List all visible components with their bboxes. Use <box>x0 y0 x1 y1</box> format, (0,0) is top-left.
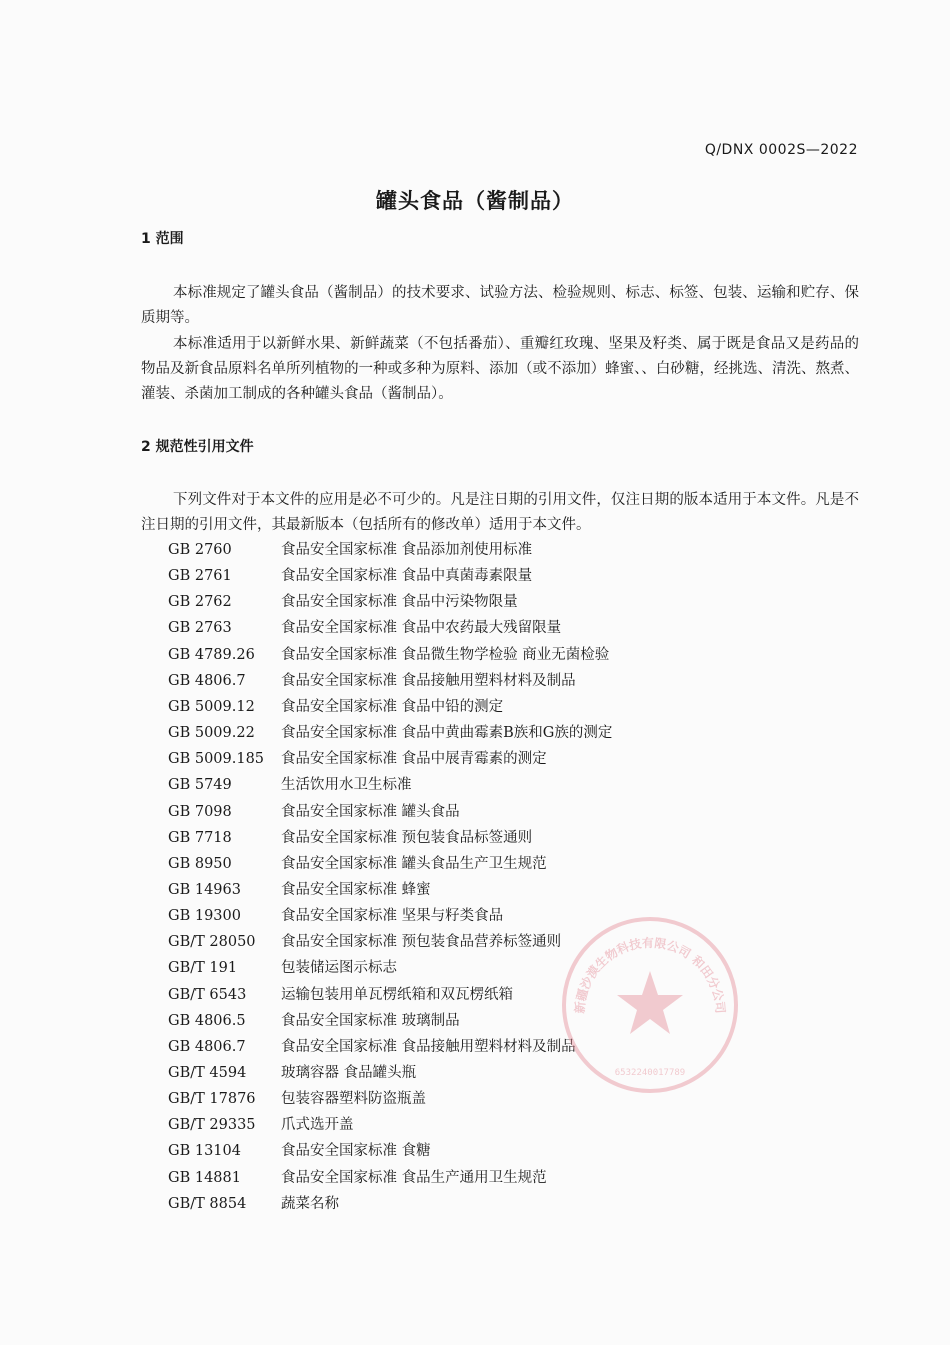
reference-code: GB 4789.26 <box>168 646 255 663</box>
reference-item <box>0 1138 950 1164</box>
reference-title: 食品安全国家标准 食品中农药最大残留限量 <box>281 620 562 637</box>
reference-item <box>0 1034 950 1060</box>
reference-title: 食品安全国家标准 玻璃制品 <box>281 1012 460 1029</box>
reference-code: GB 8950 <box>168 855 232 872</box>
reference-title: 食品安全国家标准 食品中铅的测定 <box>281 698 504 715</box>
reference-item <box>0 1191 950 1217</box>
reference-code: GB 5009.185 <box>168 751 265 768</box>
reference-title: 食品安全国家标准 罐头食品 <box>281 803 460 820</box>
reference-code: GB 2761 <box>168 568 232 585</box>
reference-code: GB 2763 <box>168 620 232 637</box>
reference-code: GB 2760 <box>168 542 232 558</box>
reference-code: GB/T 191 <box>168 960 238 977</box>
reference-title: 食品安全国家标准 预包装食品标签通则 <box>281 829 533 846</box>
reference-item <box>0 746 950 772</box>
reference-title: 包装容器塑料防盗瓶盖 <box>281 1091 426 1108</box>
reference-code: GB 14881 <box>168 1169 241 1186</box>
reference-item <box>0 1060 950 1086</box>
reference-code: GB 4806.7 <box>168 1038 246 1055</box>
reference-item <box>0 720 950 746</box>
reference-title: 爪式选开盖 <box>281 1117 354 1134</box>
reference-item <box>0 929 950 955</box>
reference-item <box>0 955 950 981</box>
reference-item <box>0 1112 950 1138</box>
reference-title: 蔬菜名称 <box>281 1195 339 1212</box>
reference-code: GB 4806.7 <box>168 672 246 689</box>
seal-star <box>617 971 683 1034</box>
section-heading-references: 2 规范性引用文件 <box>141 439 254 455</box>
reference-code: GB 4806.5 <box>168 1012 246 1029</box>
reference-title: 食品安全国家标准 罐头食品生产卫生规范 <box>281 855 547 872</box>
references-intro: 下列文件对于本文件的应用是必不可少的。凡是注日期的引用文件，仅注日期的版本适用于本文件。凡是不注日期的引用文件，其最新版本（包括所有的修改单）适用于本文件。 <box>141 492 859 533</box>
reference-title: 食品安全国家标准 蜂蜜 <box>281 881 431 898</box>
reference-item <box>0 772 950 798</box>
reference-code: GB 5009.12 <box>168 698 255 715</box>
reference-title: 食品安全国家标准 食糖 <box>281 1143 431 1160</box>
reference-item <box>0 1008 950 1034</box>
reference-item <box>0 799 950 825</box>
reference-title: 食品安全国家标准 食品中真菌毒素限量 <box>281 568 533 585</box>
reference-item <box>0 1086 950 1112</box>
reference-item <box>0 589 950 615</box>
reference-code: GB 19300 <box>168 908 241 925</box>
reference-item <box>0 825 950 851</box>
section-heading-scope: 1 范围 <box>141 231 184 247</box>
reference-code: GB/T 17876 <box>168 1091 256 1108</box>
seal-number: 6532240017789 <box>614 1068 686 1078</box>
seal-arc-text: 新疆沙漠生物科技有限公司 和田分公司 <box>572 935 728 1015</box>
reference-item <box>0 851 950 877</box>
reference-title: 生活饮用水卫生标准 <box>281 777 412 794</box>
reference-title: 运输包装用单瓦楞纸箱和双瓦楞纸箱 <box>281 986 513 1003</box>
reference-code: GB 14963 <box>168 881 241 898</box>
reference-title: 食品安全国家标准 食品中黄曲霉素B族和G族的测定 <box>281 725 613 742</box>
scope-paragraph-1: 本标准规定了罐头食品（酱制品）的技术要求、试验方法、检验规则、标志、标签、包装、运输和贮存、保质期等。 <box>141 285 859 326</box>
reference-code: GB 2762 <box>168 594 232 611</box>
reference-title: 食品安全国家标准 坚果与籽类食品 <box>281 908 504 925</box>
reference-code: GB 7718 <box>168 829 232 846</box>
reference-title: 食品安全国家标准 食品接触用塑料材料及制品 <box>281 672 576 689</box>
reference-title: 食品安全国家标准 食品中污染物限量 <box>281 594 518 611</box>
reference-item <box>0 694 950 720</box>
reference-code: GB/T 4594 <box>168 1065 247 1081</box>
reference-code: GB/T 29335 <box>168 1117 256 1134</box>
reference-title: 包装储运图示标志 <box>281 960 397 977</box>
reference-item <box>0 668 950 694</box>
reference-item <box>0 1165 950 1191</box>
reference-title: 食品安全国家标准 食品接触用塑料材料及制品 <box>281 1038 576 1055</box>
reference-item <box>0 563 950 589</box>
reference-item <box>0 642 950 668</box>
reference-item <box>0 877 950 903</box>
reference-code: GB/T 8854 <box>168 1195 247 1212</box>
reference-code: GB/T 28050 <box>168 934 256 951</box>
reference-title: 食品安全国家标准 食品添加剂使用标准 <box>281 542 533 558</box>
reference-title: 食品安全国家标准 食品微生物学检验 商业无菌检验 <box>281 646 610 663</box>
reference-code: GB 13104 <box>168 1143 241 1160</box>
reference-code: GB/T 6543 <box>168 986 247 1003</box>
reference-title: 玻璃容器 食品罐头瓶 <box>281 1065 417 1081</box>
reference-code: GB 5009.22 <box>168 725 255 742</box>
reference-title: 食品安全国家标准 预包装食品营养标签通则 <box>281 934 562 951</box>
reference-item <box>0 615 950 641</box>
standard-code: Q/DNX 0002S—2022 <box>704 142 858 158</box>
reference-item <box>0 903 950 929</box>
reference-title: 食品安全国家标准 食品中展青霉素的测定 <box>281 751 547 768</box>
reference-item <box>0 537 950 563</box>
scope-paragraph-2: 本标准适用于以新鲜水果、新鲜蔬菜（不包括番茄）、重瓣红玫瑰、坚果及籽类、属于既是食品又是药品的物品及新食品原料名单所列植物的一种或多种为原料、添加（或不添加）蜂蜜、、白砂糖，经挑选、清洗、熬煮、灌装、杀菌加工制成的各种罐头食品（酱制品）。 <box>141 336 859 402</box>
reference-title: 食品安全国家标准 食品生产通用卫生规范 <box>281 1169 547 1186</box>
reference-code: GB 5749 <box>168 777 232 794</box>
document-title: 罐头食品（酱制品） <box>376 189 574 213</box>
reference-code: GB 7098 <box>168 803 232 820</box>
company-seal <box>558 913 742 1097</box>
reference-item <box>0 982 950 1008</box>
